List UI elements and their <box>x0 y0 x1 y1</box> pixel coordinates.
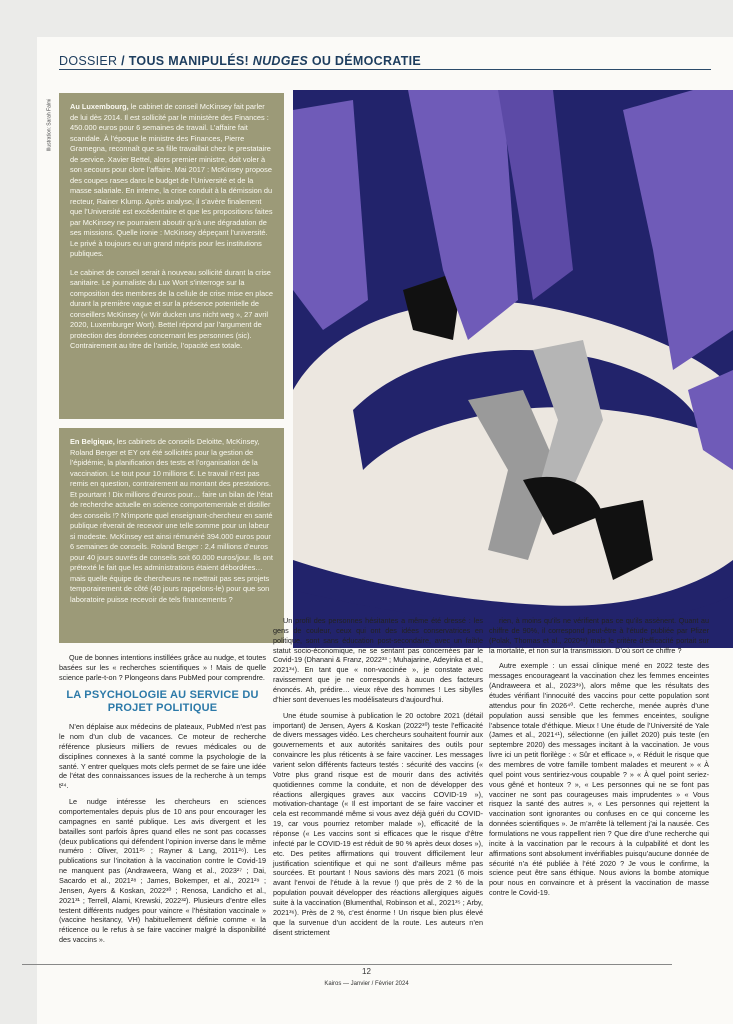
magazine-page <box>37 37 733 1024</box>
text-column-1 <box>59 653 266 951</box>
illustration-credit <box>48 97 58 157</box>
box2-text: les cabinets de conseils Deloitte, McKinsey, Roland Berger et EY ont été sollicités pour la gestion de l’épidémie, la planification des tests et l’organisation de la vaccination. Le tout pour 10 millions €. Le travail n’est pas remis en question, contrairement au montant des prestations. Et pourtant ! Dix millions d’euros pour… faire un bilan de l’état de recherche actuelle en science comportementale et distiller des conseils !? N’importe quel enseignant-chercheur en santé publique rêverait de recevoir une telle somme pour un labeur si modeste. McKinsey est ainsi rémunéré 394.000 euros pour 6 semaines de conseils. Roland Berger : 2,4 millions d’euros pour 40 jours ouvrés de conseils soit 60.000 euros/jour. Ils ont prétexté le fait que les administrations étaient débordées… mais quelle équipe de chercheurs ne mettrait pas ses projets temporairement de côté (40 jours rappelons-le) pour que son laboratoire puisse recevoir de tels financements ? <box>70 437 273 604</box>
text-column-3 <box>489 616 709 904</box>
subtitle-psychologie: LA PSYCHOLOGIE AU SERVICE DU PROJET POLITIQUE <box>66 688 259 715</box>
section-header <box>59 54 709 68</box>
sidebar-box-belgique <box>59 428 284 643</box>
col2-paragraph-1: Un profil des personnes hésitantes a même été dressé : les gens de couleur, ceux qui ont des idées conservatrices en politique, sont sans éducation post-secondaire, avec un faible statut socio-économique, ne se sentant pas concernées par le Covid-19 (Dhanani & Franz, 2022³³ ; Muhajarine, Adeyinka et al., 2021³⁴). En tant que « non-vaccinée », je constate avec ravissement que je ne corresponds à aucun des facteurs énoncés. Ah, prédire… vieux rêve des hommes ! Les sibylles d’hier sont devenues les modélisateurs d’aujourd’hui. <box>273 616 483 704</box>
box1-text: le cabinet de conseil McKinsey fait parler de lui dès 2014. Il est sollicité par le ministère des Finances : 450.000 euros pour 6 semaines de travail. L’affaire fait scandale. À l’époque le ministre des Finances, Pierre Gramegna, reconnaît que sa fille travaillait chez le prestataire de service. Xavier Bettel, alors premier ministre, doit voler à son secours pour clore l’affaire. Mai 2017 : McKinsey propose des coupes rases dans le budget de l’Université et de la masse salariale. En interne, la crise conduit à la démission du recteur, Rainer Klump. Après analyse, il s’avère finalement que l’Université est excédentaire et que les propositions faites par McKinsey ne pourraient aboutir qu’à une dégradation de ses missions. Quelle ironie : McKinsey dépeçant l’université. Le privé à toujours eu un grand mépris pour les institutions publiques. <box>70 102 273 259</box>
box2-paragraph-1 <box>70 437 273 605</box>
page-number: 12 <box>362 967 371 976</box>
box1-lead: Au Luxembourg, <box>70 102 129 111</box>
box1-paragraph-1 <box>70 102 273 260</box>
illustration-art <box>293 90 733 648</box>
section-label: DOSSIER <box>59 54 118 68</box>
col2-paragraph-2: Une étude soumise à publication le 20 octobre 2021 (détail important) de Jensen, Ayers & Koskan (2022³⁰) teste l’efficacité de divers messages vidéo. Les chercheurs souhaitent fournir aux gouvernements et aux autorités sanitaires des outils pour convaincre les plus réticents à se faire vacciner. Les messages varient selon différents facteurs testés : sécurité des vaccins (« Votre plus grand risque est de mourir dans des activités quotidiennes comme la conduite, et non de développer des réactions allergiques graves aux vaccins COVID-19 »), motivation-chantage (« Il est important de se faire vacciner et cela est recommandé même si vous avez déjà guéri du COVID-19, car vous pourriez retomber malade »), efficacité de la réponse (« Les vaccins sont si efficaces que le risque d’être infecté par le COVID-19 est réduit de 90 % après deux doses »), etc. Des petites affirmations qui trouvent difficilement leur justification scientifique et qui ne sont d’ailleurs même pas sourcées. Et pourtant ! Nous savions dès mars 2021 (6 mois avant l’envoi de l’étude à la revue !) que près de 2 % de la population pouvait développer des réactions allergiques aiguës suite à la vaccination (Blumenthal, Robinson et al., 2021³⁵ ; Arby, 2021³⁶). Près de 2 %, c’est énorme ! Un risque bien plus élevé que la survenue d’un accident de la route. Les auteurs n’en disent strictement <box>273 710 483 937</box>
illustration <box>293 90 733 648</box>
col3-paragraph-1: rien, à moins qu’ils ne vérifient pas ce qu’ils assènent. Quant au chiffre de 90%, il correspond peut-être à l’étude publiée par Pfizer (Polak, Thomas et al., 2020³⁸) mais le critère d’efficacité portait sur la mortalité, et non sur la transmission. D’où sort ce chiffre ? <box>489 616 709 655</box>
col1-paragraph-3: Le nudge intéresse les chercheurs en sciences comportementales depuis plus de 10 ans pour encourager les campagnes en santé publique. Les avis divergent et les batailles sont parfois âpres quand elles ne sont pas cocasses (deux publications qui défendent l’opinion inverse dans le même numéro : Oliver, 2011²⁵ ; Rayner & Lang, 2011²⁶). Les publications sur l’incitation à la vaccination contre le Covid-19 ne manquent pas (Andraweera, Wang et al., 2023²⁷ ; Dai, Sacardo et al., 2021²⁸ ; James, Bokemper, et al., 2021²⁹ ; Jensen, Ayers & Koskan, 2022³⁰ ; Renosa, Landicho et al., 2021³¹ ; Terrell, Alami, Krewski, 2022³²). Plusieurs d’entre elles testent différents nudges pour vaincre « l’hésitation vaccinale » (vaccine hesitancy, VH) habituellement définie comme « la réticence ou le refus à se faire vacciner malgré la disponibilité des vaccins ». <box>59 797 266 945</box>
header-title-part1: TOUS MANIPULÉS! <box>128 54 249 68</box>
text-column-2 <box>273 616 483 944</box>
header-title-italic: NUDGES <box>252 54 309 68</box>
header-divider <box>59 69 711 70</box>
credit-text: Illustration: Sarah Falmi <box>46 98 53 152</box>
header-title-part2: OU DÉMOCRATIE <box>311 54 422 68</box>
sidebar-box-luxembourg <box>59 93 284 419</box>
box1-paragraph-2: Le cabinet de conseil serait à nouveau sollicité durant la crise sanitaire. Le journaliste du Lux Wort s’interroge sur la composition des membres de la cellule de crise mise en place durant la première vague et sur la présence potentielle de conseillers McKinsey (« Wir ducken uns nicht weg », 27 avril 2020, Luxemburger Wort). Bettel répond par l’argument de protection des données concernant les personnes (sic). Contrairement au titre de l’article, l’opacité est totale. <box>70 267 273 351</box>
col1-paragraph-2: N’en déplaise aux médecins de plateaux, PubMed n’est pas le nom d’un club de vacances. Ce moteur de recherche référence plusieurs milliers de revues médicales ou de disciplines connexes à la santé comme la psychologie de la santé. Y entrer quelques mots clefs permet de se faire une idée de l’état des connaissances issues de la recherche à un temps t²⁴. <box>59 722 266 791</box>
col1-intro: Que de bonnes intentions instillées grâce au nudge, et toutes basées sur les « recherches scientifiques » ! Mais de quelle science parle-t-on ? Plongeons dans PubMed pour comprendre. <box>59 653 266 682</box>
col3-paragraph-2: Autre exemple : un essai clinique mené en 2022 teste des messages encourageant la vaccination chez les femmes enceintes (Andraweera et al., 2023³⁹), alors même que les résultats des études vérifiant l’innocuité des vaccins pour cette population sont attendus pour fin 2026⁴⁰. Cette recherche, menée auprès d’une population aussi sensible que les femmes enceintes, souligne l’absence totale d’éthique. Mieux ! Une étude de l’Université de Yale (James et al., 2021⁴¹), sélectionne (en juillet 2020) puis teste (en septembre 2020) des messages incitant à la vaccination. Je vous livre ici un petit florilège : « Sûr et efficace », « Réduit le risque que des membres de votre famille tombent malades et meurent » « À quel point vous sentiriez-vous coupable ? » « À quel point seriez-vous gêné et honteux ? », « Les personnes qui ne se font pas vacciner ne sont pas courageuses mais imprudentes » « Vous risquez la santé des autres », « Les personnes qui rejettent la vaccination sont ignorantes ou confuses en ce qui concerne les données scientifiques ». Je m’arrête là tellement j’ai la nausée. Ces formulations ne vous rappellent rien ? Que dire d’une recherche qui incite à la vaccination par le recours à la culpabilité et dont les affirmations sont absolument invérifiables puisqu’aucune donnée de sécurité n’a été publiée à l’été 2020 ? Je vous le confirme, la science peut être sans éthique. Nous avions la bombe atomique pour nous en convaincre et à présent la vaccination de masse contre le Covid-19. <box>489 661 709 898</box>
header-slash: / <box>121 54 125 68</box>
box2-lead: En Belgique, <box>70 437 115 446</box>
footer-divider <box>22 964 672 965</box>
issue-info: Kairos — Janvier / Février 2024 <box>324 981 409 987</box>
